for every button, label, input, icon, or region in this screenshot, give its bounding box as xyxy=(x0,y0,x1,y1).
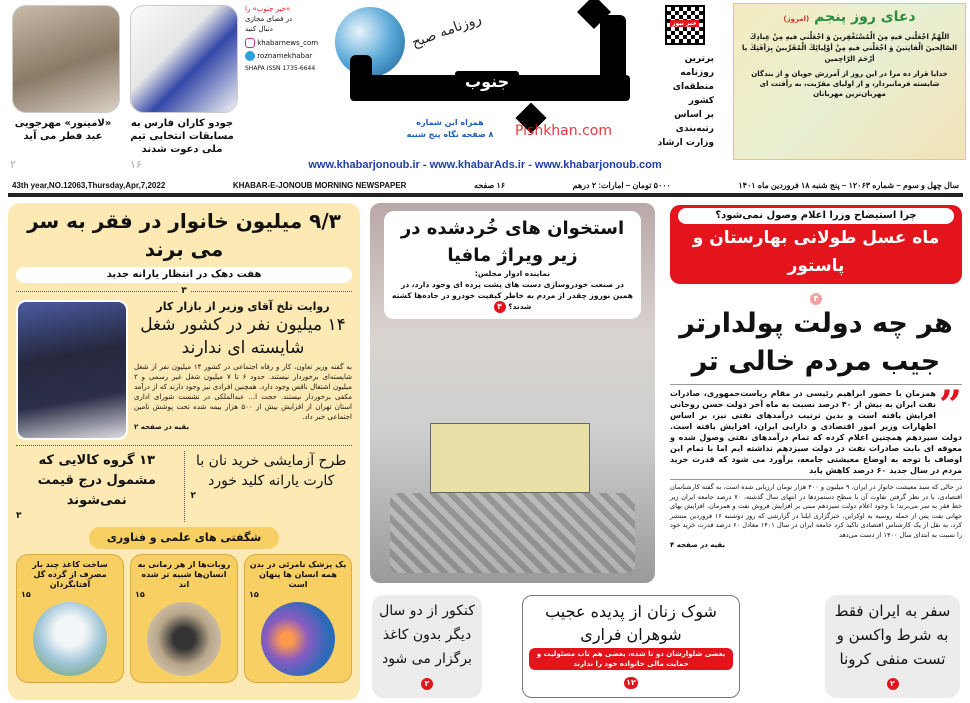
cell-image xyxy=(261,602,335,676)
quote-mark-icon: ” xyxy=(938,382,962,429)
short-items xyxy=(16,451,352,522)
instagram-icon xyxy=(245,38,255,48)
page-number: ۱۵ xyxy=(249,590,259,599)
page-number: ۱۶ xyxy=(130,158,142,171)
bottom-story-konkur[interactable]: کنکور از دو سال دیگر بدون کاغذ برگزار می شود ۲ xyxy=(372,595,482,698)
science-card[interactable]: روبات‌ها از هر زمانی به انسان‌ها شبیه تر شده اند ۱۵ xyxy=(130,554,238,683)
continue-link[interactable]: بقیه در صفحه ۴ xyxy=(670,541,726,549)
dateline-price: ۵۰۰۰ تومان – امارات: ۲ درهم xyxy=(572,180,671,190)
page-number: ۳ xyxy=(16,511,22,521)
left-column xyxy=(8,203,360,700)
red-kicker: چرا استیضاح وزرا اعلام وصول نمی‌شود؟ xyxy=(678,208,954,224)
cartoon-title[interactable]: استخوان های خُردشده در زیر ویراژ مافیا xyxy=(400,218,625,266)
main-headline[interactable]: هر چه دولت پولدارتر جیب مردم خالی تر xyxy=(679,308,953,377)
headline-bread-card[interactable]: طرح آزمایشی خرید نان با کارت یارانه کلید خورد ۲ xyxy=(191,451,353,522)
issn: SHAPA ISSN 1735-6644 xyxy=(245,65,316,72)
thumb-judo[interactable] xyxy=(130,5,238,113)
social-intro: «خبر جنوب» را در فضای مجازی دنبال کنید xyxy=(245,5,293,33)
minister-photo xyxy=(16,300,128,440)
dua-persian: خدایا قرار ده مرا در این روز از آمرزش جویان و از بندگان شایسته فرمانبردار، و از اولیای مقرّبت، به رأفتت ای مهربان‌ترین مهربانان xyxy=(751,70,948,98)
story-kicker: روایت تلخ آقای وزیر از بازار کار xyxy=(156,300,330,313)
dateline-pages: ۱۶ صفحه xyxy=(473,180,506,190)
science-card[interactable]: ساخت کاغذ چند بار مصرف از گرده گل آفتابگردان ۱۵ xyxy=(16,554,124,683)
divider xyxy=(670,479,962,480)
car-wreck-pile xyxy=(390,493,635,573)
dua-box xyxy=(733,3,966,160)
instagram-link[interactable]: khabarnews_com xyxy=(245,38,325,48)
red-headline[interactable]: ماه عسل طولانی بهارستان و پاستور xyxy=(692,228,940,276)
red-headline-box[interactable] xyxy=(670,205,962,284)
telegram-link[interactable]: roznamekhabar xyxy=(245,51,325,61)
bottom-story-husbands[interactable]: شوک زنان از پدیده عجیب شوهران فراری بعضی شلوارشان دو تا شده، بعضی هم تاب مسئولیت و حمایت مالی خانواده خود را ندارند ۱۲ xyxy=(522,595,740,698)
dateline-persian: سال چهل و سوم – شماره ۱۲۰۶۳ – پنج شنبه ۱۸ فروردین ماه ۱۴۰۱ xyxy=(738,180,959,190)
dateline-english: 43th year,NO.12063,Thursday,Apr,7,2022 xyxy=(12,180,166,190)
quote-source: نماینده ادوار مجلس: xyxy=(474,269,551,278)
page-number: ۱۲ xyxy=(626,678,636,687)
story-title[interactable]: ۱۴ میلیون نفر در کشور شغل شایسته ای ندارند xyxy=(140,315,346,358)
paper-hands-image xyxy=(33,602,107,676)
social-box xyxy=(245,4,325,74)
lead-headline[interactable]: ۹/۳ میلیون خانوار در فقر به سر می برند xyxy=(27,209,341,261)
robot-hand-image xyxy=(147,602,221,676)
page-number: ۱۵ xyxy=(135,590,145,599)
minister-story xyxy=(16,300,352,440)
podium xyxy=(430,423,590,493)
thumb-caption[interactable]: جودو کاران فارس به مسابقات انتخابی تیم ملی دعوت شدند xyxy=(130,118,234,155)
lead-paragraph: همزمان با حضور ابراهیم رئیسی در مقام ریاست‌جمهوری، صادرات نفت ایران به بیش از ۴۰ درصد نسبت به ماه آخر دولت حسن روحانی افزایش یافته است و بدین ترتیب درآمدهای نفتی نیز، بر اساس اظهارات وزیر امور اقتصادی و دارایی ایران، افزایش یافته است. دولت سیزدهم همچنین اعلام کرده که تمام درآمدهای نفتی وصول شده و معوقه ای بابت صادرات نفت در دولت سیزدهم نداشته ایم اما با تمام این اوصاف با توجه به اوضاع معیشتی جامعه، برآورد می شود که قدرت خرید مردم در سال جدید ۶۰ درصد کاهش یابد xyxy=(670,389,962,475)
ranking-note: برترین روزنامه منطقه‌ای کشور بر اساس رتبه‌بندی وزارت ارشاد xyxy=(657,54,714,148)
logo-sub: جنوب xyxy=(455,71,519,93)
quote-text: در صنعت خودروسازی دست های پشت پرده ای وجود دارد، در همین نوروز چقدر از مردم به خاطر کیفیت خودرو در جاده‌ها کشته شدند؟ ۴ xyxy=(392,280,633,311)
cartoon-caption-box xyxy=(384,211,641,319)
body-paragraph: در حالی که سبد معیشت خانوار در ایران، ۹ میلیون و ۴۰۰ هزار تومان ارزیابی شده است، به گفته کارشناسان اقتصادی، با در نظر گرفتن تفاوت آن با سطح دستمزدها در انتهای سال گذشته، ۷۰ درصد جامعه ایران زیر خط فقر به سر می‌برند؛ با وجود اعلام دولت سیزدهم مبنی بر افزایش فروش نفت و همزمان، افزایش بهای جهانی نفت پس از حمله روسیه به اوکراین، خبرگزاری ایلنا در گزارشی که روز دوشنبه ۱۶ فروردین منتشر کرد، به نقل از یک کارشناس اقتصادی تاکید کرد جامعه ایران در سال ۱۴۰۱ معادل ۶۰ درصد قدرت خرید خود را نسبت به ابتدای سال ۱۴۰۰ از دست می‌دهد xyxy=(670,483,963,539)
science-card[interactable]: یک پزشک نامرئی در بدن همه انسان ها پنهان است ۱۵ xyxy=(244,554,352,683)
divider xyxy=(16,286,352,297)
science-cards xyxy=(16,554,352,683)
page-number: ۳ xyxy=(181,286,187,296)
page-number: ۲ xyxy=(421,678,433,690)
continue-link[interactable]: بقیه در صفحه ۲ xyxy=(134,423,190,431)
telegram-icon xyxy=(245,51,255,61)
story-body: به گفته وزیر تعاون، کار و رفاه اجتماعی در کشور ۱۴ میلیون نفر از شغل شایسته‌ای برخوردار نیستند. حدود ۶ تا ۷ میلیون شغل غیر رسمی و ۲ میلیون اشتغال ناقص وجود دارد. همچنین افرادی نیز وجود دارند که از درآمد مکفی برخوردار نیستند. حجت ا... عبدالملکی در نشست شورای اداری استان تهران از افزایش بیش از ۵۰۰ هزار بیمه شده تحت پوشش تامین اجتماعی خبر داد. xyxy=(134,363,353,421)
dua-arabic: اللّهُمَّ اجْعَلْني فيهِ مِنَ الْمُسْتَغْفِرينَ وَ اجْعَلْني فيهِ مِنْ عِبادِكَ الصّالِحينَ الْقانِتينَ وَ اجْعَلْني فيهِ مِنْ أوْلِيائِكَ الْمُقَرَّبينَ بِرَأفَتِكَ يا أرْحَمَ الرّاحِمين xyxy=(741,33,958,63)
website-urls[interactable]: www.khabarjonoub.ir - www.khabarAds.ir - www.khabarjonoub.com xyxy=(308,159,662,171)
page-number: ۲ xyxy=(190,491,196,501)
divider xyxy=(16,445,352,446)
right-column xyxy=(670,205,962,550)
page-number: ۱۵ xyxy=(21,590,31,599)
watermark: Pishkhan.com xyxy=(515,123,612,139)
cartoon[interactable] xyxy=(370,203,655,583)
thumb-lamineur[interactable] xyxy=(12,5,120,113)
divider xyxy=(184,451,185,522)
headline-price-groups[interactable]: ۱۳ گروه کالایی که مشمول درج قیمت نمی‌شوند ۳ xyxy=(16,451,178,522)
thumb-caption[interactable]: «لامینور» مهرجویی عید فطر می آید xyxy=(14,118,112,142)
masthead-logo xyxy=(330,5,640,153)
subtitle-pill: هفت دهک در انتظار یارانه جدید xyxy=(16,267,352,283)
page-number: ۴ xyxy=(810,293,822,305)
supplement-note: همراه این شماره ۸ صفحه نگاه پنج شنبه xyxy=(406,118,494,139)
bottom-story-travel[interactable]: سفر به ایران فقط به شرط واکسن و تست منفی کرونا ۲ xyxy=(825,595,960,698)
dateline-name: KHABAR-E-JONOUB MORNING NEWSPAPER xyxy=(232,180,407,190)
section-science-tech: شگفتی های علمی و فناوری xyxy=(89,527,279,549)
page-number: ۲ xyxy=(887,678,899,690)
dua-title: دعای روز پنجم (امروز) xyxy=(783,9,916,25)
divider xyxy=(670,384,962,385)
logo-tagline: روزنامه صبح xyxy=(409,10,484,52)
qr-label: خبر نیوز xyxy=(672,20,697,27)
dateline-bar xyxy=(8,177,963,197)
page-number: ۲ xyxy=(10,158,16,171)
